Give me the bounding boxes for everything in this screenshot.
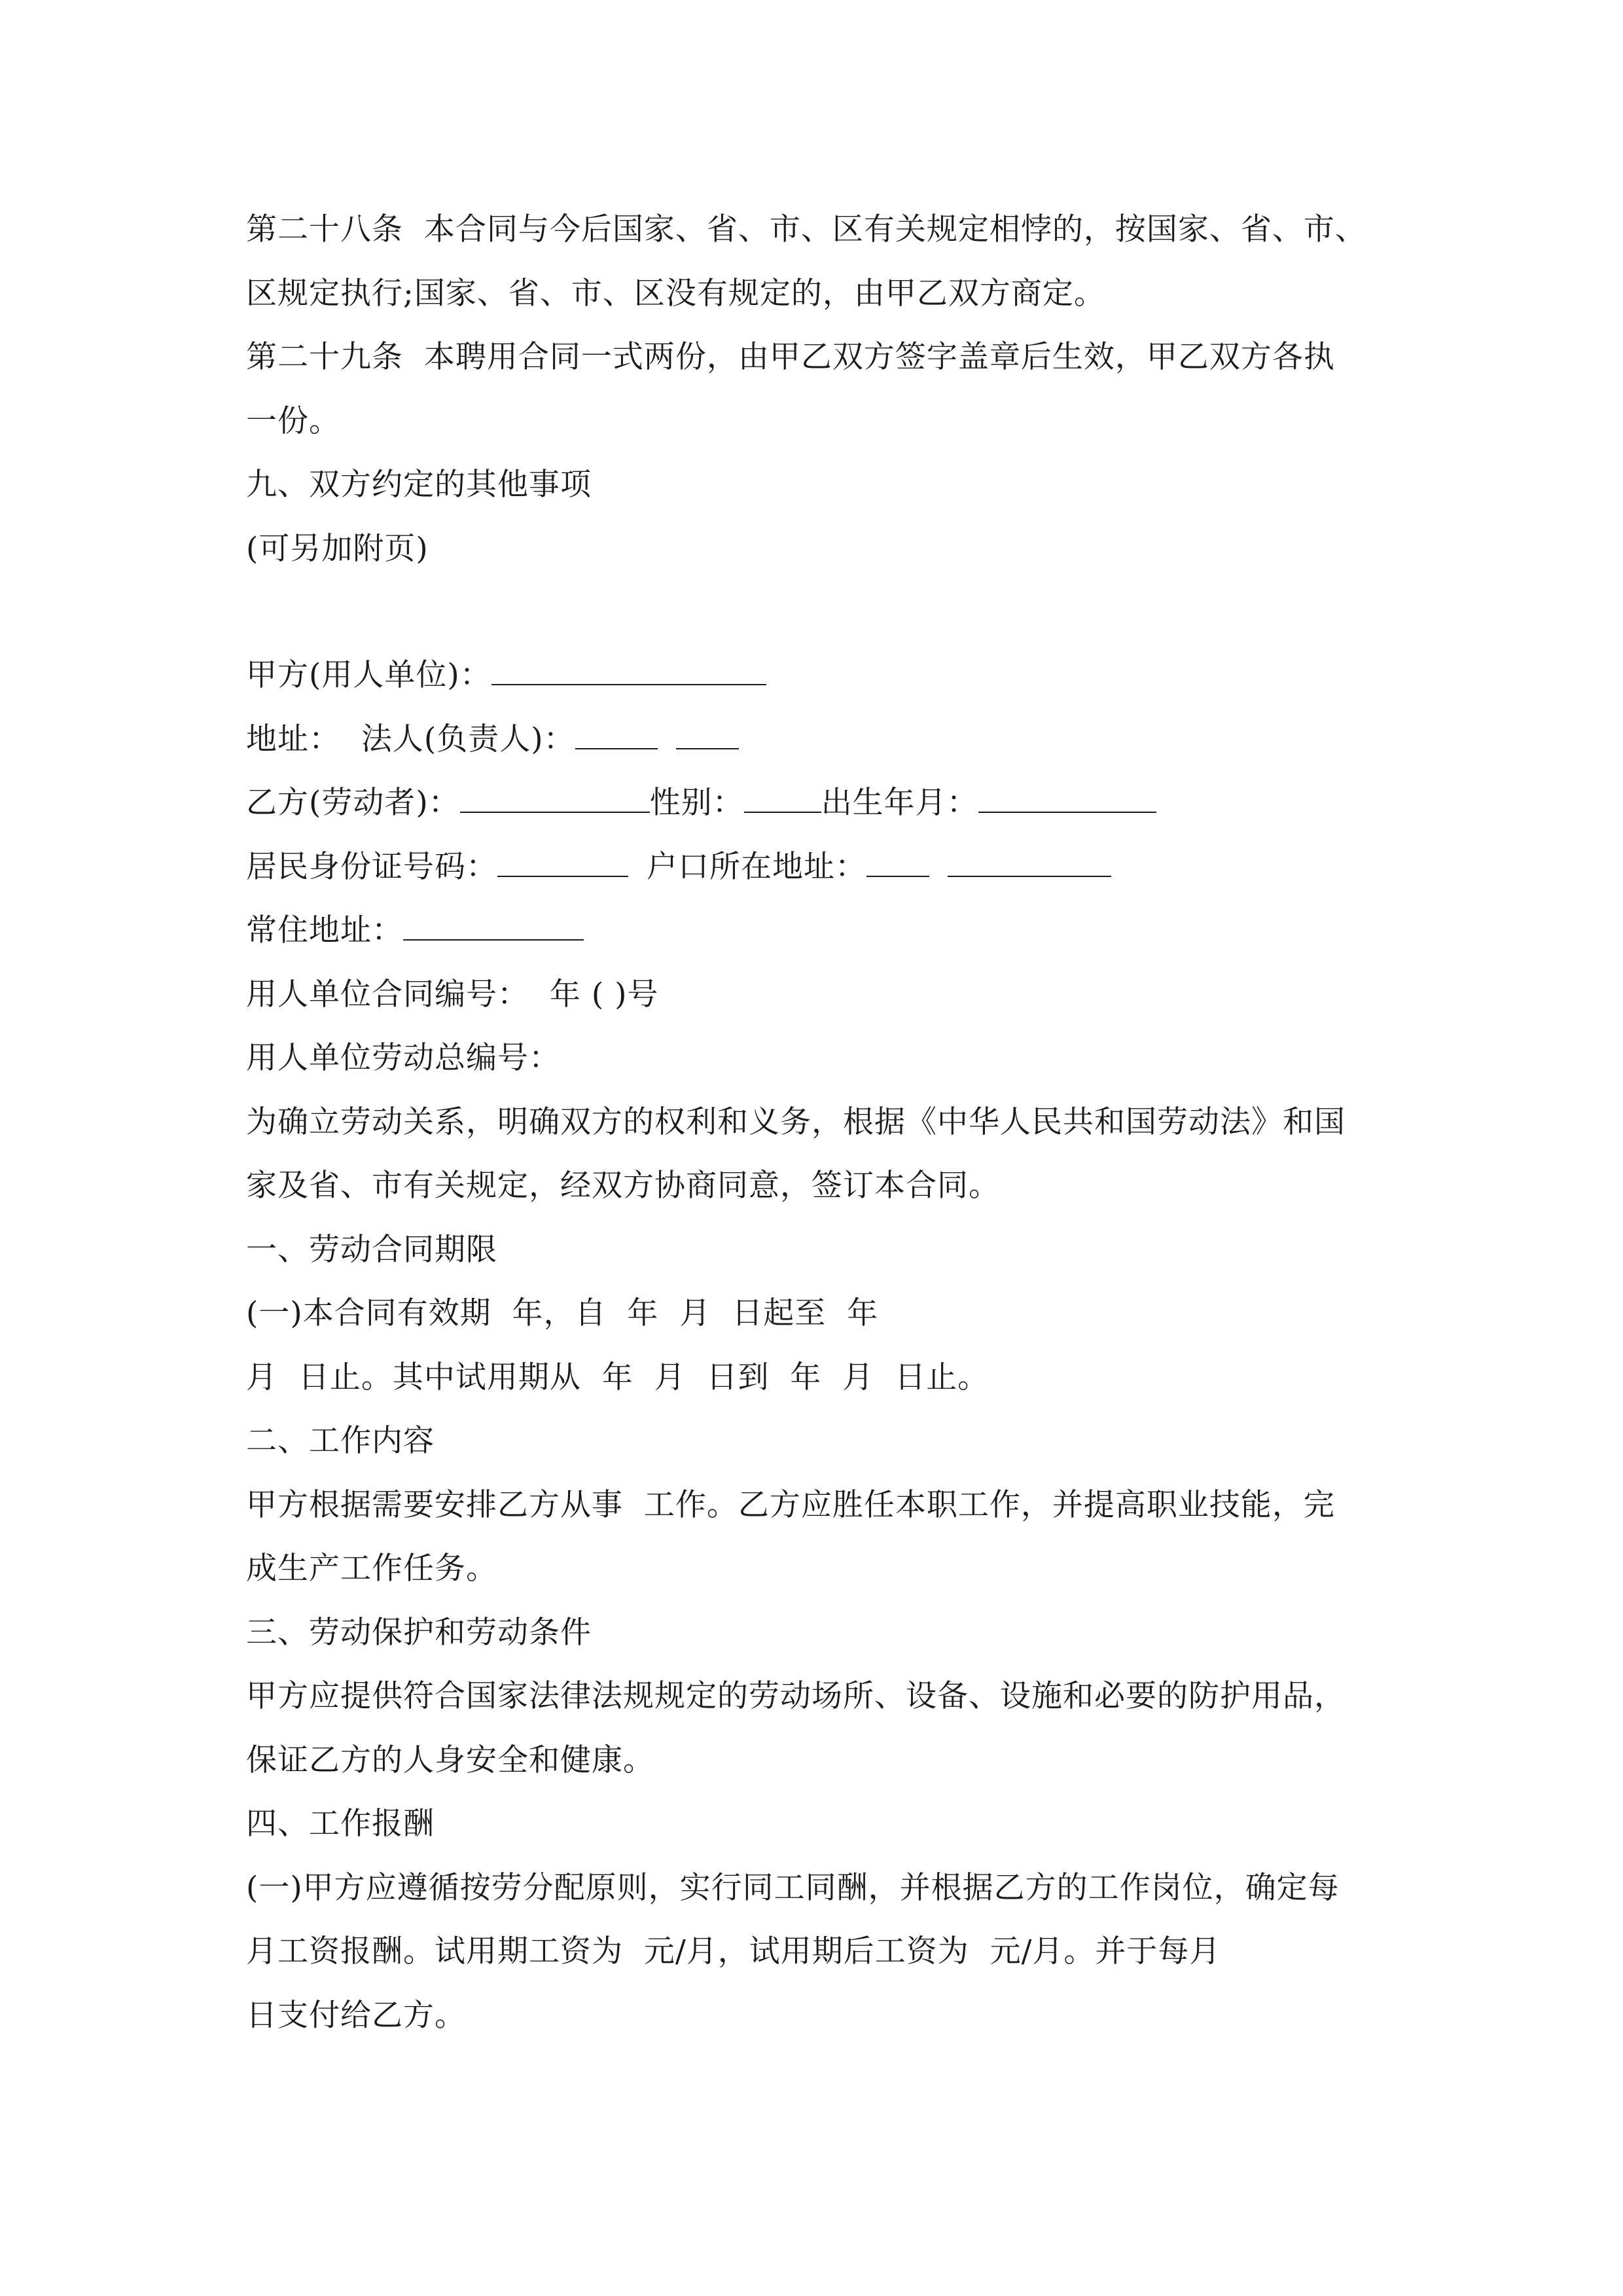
section-3-heading: 三、劳动保护和劳动条件: [246, 1614, 592, 1651]
article-29-line-1: 第二十九条 本聘用合同一式两份，由甲乙双方签字盖章后生效，甲乙双方各执: [246, 339, 1335, 375]
preamble-line-1: 为确立劳动关系，明确双方的权利和义务，根据《中华人民共和国劳动法》和国: [246, 1103, 1346, 1140]
section-1-line-2: 月 日止。其中试用期从 年 月 日到 年 月 日止。: [246, 1359, 990, 1395]
spacer: [246, 581, 1398, 643]
section-2-heading: 二、工作内容: [246, 1423, 435, 1459]
address-label: 地址： 法人(负责人)：: [246, 721, 575, 757]
section-1-heading: 一、劳动合同期限: [246, 1231, 497, 1268]
article-29-line-2: 一份。: [246, 403, 340, 439]
id-row: [246, 835, 1398, 899]
address-row: [246, 708, 1398, 772]
document-body: [246, 198, 1398, 2047]
article-28-line-2: 区规定执行;国家、省、市、区没有规定的，由甲乙双方商定。: [246, 275, 1105, 312]
gender-label: 性别：: [649, 785, 744, 821]
section-9-heading: 九、双方约定的其他事项: [246, 467, 592, 503]
residence-label: 常住地址：: [246, 912, 403, 948]
party-b-row: [246, 771, 1398, 835]
residence-blank: [403, 913, 584, 941]
section-4-line-3: 日支付给乙方。: [246, 1997, 466, 2034]
party-b-blank: [460, 785, 650, 813]
id-label: 居民身份证号码：: [246, 848, 497, 885]
section-4-heading: 四、工作报酬: [246, 1806, 435, 1842]
section-1-line-1: (一)本合同有效期 年，自 年 月 日起至 年: [246, 1295, 879, 1331]
article-28-line-1: 第二十八条 本合同与今后国家、省、市、区有关规定相悖的，按国家、省、市、: [246, 211, 1366, 247]
section-2-line-1: 甲方根据需要安排乙方从事 工作。乙方应胜任本职工作，并提高职业技能，完: [246, 1486, 1335, 1523]
hukou-label: 户口所在地址：: [647, 848, 866, 885]
legal-rep-blank-1: [575, 722, 658, 749]
id-blank: [497, 850, 628, 877]
section-4-line-2: 月工资报酬。试用期工资为 元/月，试用期后工资为 元/月。并于每月: [246, 1933, 1221, 1969]
labor-number: 用人单位劳动总编号：: [246, 1040, 560, 1076]
party-b-label: 乙方(劳动者)：: [246, 785, 460, 821]
contract-number: 用人单位合同编号： 年 ( )号: [246, 976, 659, 1013]
party-a-label: 甲方(用人单位)：: [246, 657, 491, 693]
party-a-blank: [491, 658, 766, 685]
party-a-row: [246, 643, 1398, 708]
birth-label: 出生年月：: [821, 785, 978, 821]
hukou-blank-2: [948, 850, 1111, 877]
section-9-note: (可另加附页): [246, 530, 429, 567]
section-2-line-2: 成生产工作任务。: [246, 1551, 497, 1587]
gender-blank: [744, 785, 821, 813]
section-4-line-1: (一)甲方应遵循按劳分配原则，实行同工同酬，并根据乙方的工作岗位，确定每: [246, 1869, 1340, 1906]
hukou-blank-1: [866, 850, 929, 877]
residence-row: [246, 899, 1398, 963]
section-3-line-1: 甲方应提供符合国家法律法规规定的劳动场所、设备、设施和必要的防护用品，: [246, 1678, 1346, 1714]
legal-rep-blank-2: [676, 722, 739, 749]
preamble-line-2: 家及省、市有关规定，经双方协商同意，签订本合同。: [246, 1168, 1000, 1204]
section-3-line-2: 保证乙方的人身安全和健康。: [246, 1742, 654, 1778]
birth-blank: [978, 785, 1156, 813]
